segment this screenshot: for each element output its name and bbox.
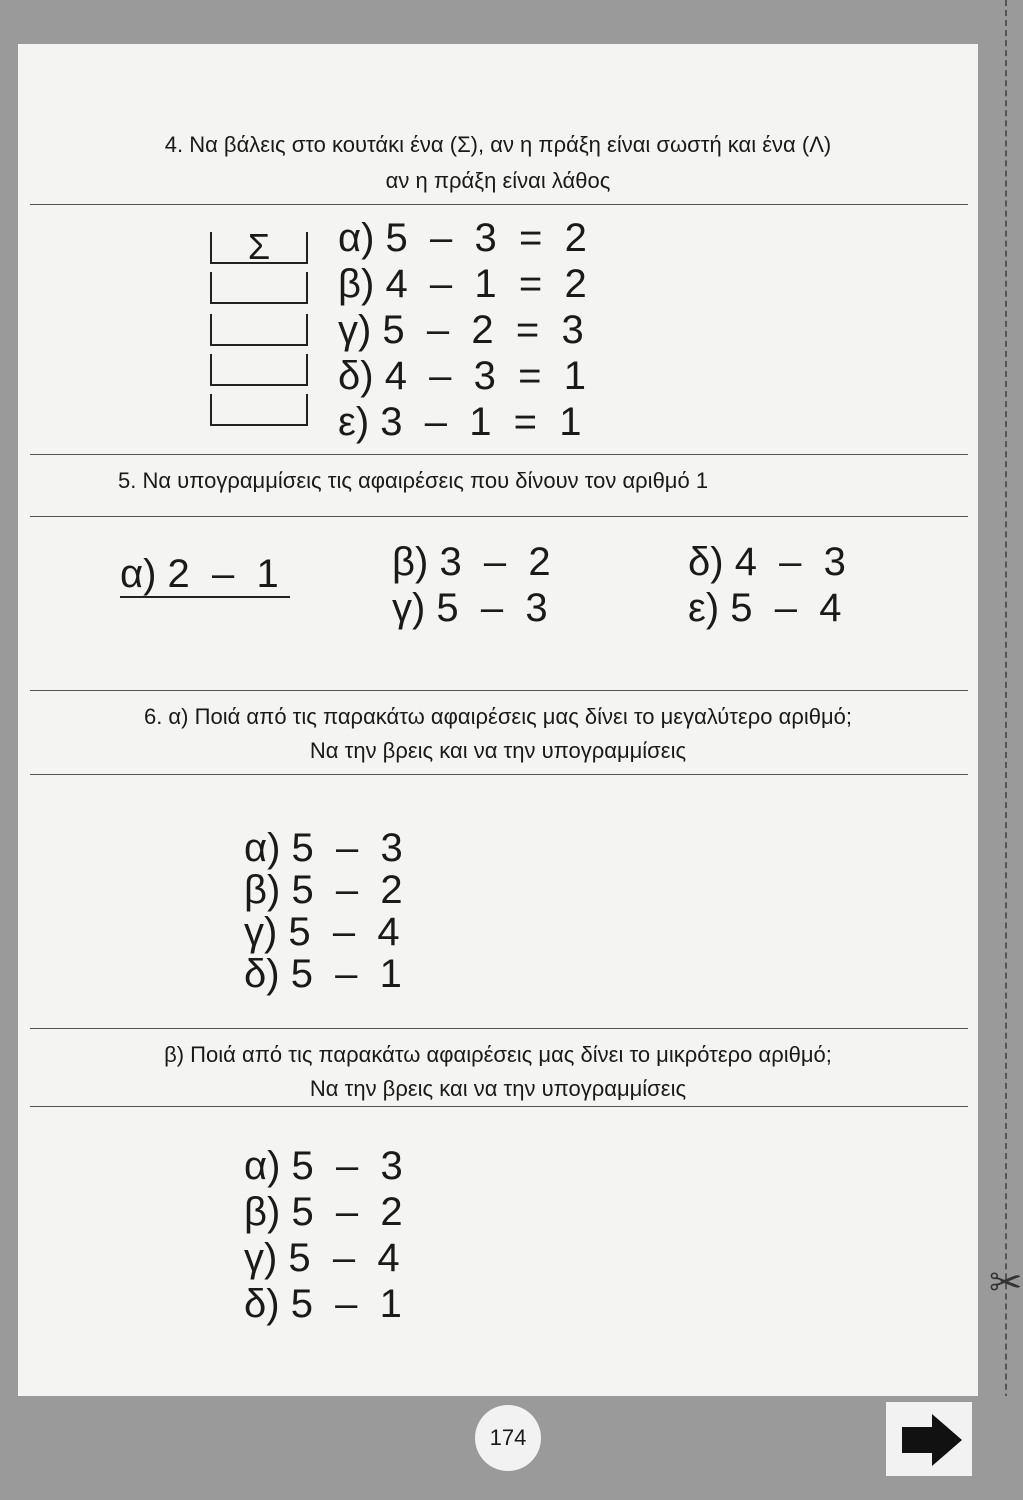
ex4-item-a: α) 5 – 3 = 2 (338, 216, 587, 260)
ex4-item-b: β) 4 – 1 = 2 (338, 262, 587, 306)
ex6a-item-a: α) 5 – 3 (244, 826, 403, 870)
ex5-item-c: γ) 5 – 3 (392, 586, 548, 630)
scissors-icon: ✂ (989, 1261, 1023, 1305)
answer-box-d[interactable] (210, 354, 308, 386)
answer-box-a[interactable]: Σ (210, 232, 308, 264)
ex4-item-e: ε) 3 – 1 = 1 (338, 400, 582, 444)
ex6a-instruction-line1: 6. α) Ποιά από τις παρακάτω αφαιρέσεις μας δίνει το μεγαλύτερο αριθμό; (143, 704, 853, 729)
ex6b-instruction-line2: Να την βρεις και να την υπογραμμίσεις (309, 1076, 687, 1101)
ex5-item-d: δ) 4 – 3 (688, 540, 846, 584)
divider (30, 454, 968, 455)
ex5-item-e: ε) 5 – 4 (688, 586, 842, 630)
arrow-right-icon (886, 1402, 972, 1476)
ex4-item-d: δ) 4 – 3 = 1 (338, 354, 586, 398)
divider (30, 1028, 968, 1029)
ex4-instruction-line2: αν η πράξη είναι λάθος (385, 168, 611, 193)
divider (30, 516, 968, 517)
next-page-button[interactable] (886, 1402, 972, 1476)
ex6a-item-d: δ) 5 – 1 (244, 952, 402, 996)
answer-box-c[interactable] (210, 314, 308, 346)
divider (30, 204, 968, 205)
ex6a-instruction-line2: Να την βρεις και να την υπογραμμίσεις (309, 738, 687, 763)
ex5-item-b: β) 3 – 2 (392, 540, 551, 584)
answer-box-b[interactable] (210, 272, 308, 304)
ex6b-item-a: α) 5 – 3 (244, 1144, 403, 1188)
ex6a-item-c: γ) 5 – 4 (244, 910, 400, 954)
ex6b-item-b: β) 5 – 2 (244, 1190, 403, 1234)
answer-box-e[interactable] (210, 394, 308, 426)
ex6b-instruction-line1: β) Ποιά από τις παρακάτω αφαιρέσεις μας δίνει το μικρότερο αριθμό; (164, 1042, 832, 1067)
divider (30, 774, 968, 775)
ex6a-item-b: β) 5 – 2 (244, 868, 403, 912)
ex5-item-a: α) 2 – 1 (120, 552, 290, 598)
divider (30, 690, 968, 691)
ex6b-item-c: γ) 5 – 4 (244, 1236, 400, 1280)
page-number: 174 (475, 1405, 541, 1471)
ex6b-item-d: δ) 5 – 1 (244, 1282, 402, 1326)
divider (30, 1106, 968, 1107)
ex4-item-c: γ) 5 – 2 = 3 (338, 308, 584, 352)
ex4-instruction-line1: 4. Να βάλεις στο κουτάκι ένα (Σ), αν η πράξη είναι σωστή και ένα (Λ) (164, 132, 832, 157)
worksheet-page (18, 44, 978, 1396)
ex5-instruction: 5. Να υπογραμμίσεις τις αφαιρέσεις που δίνουν τον αριθμό 1 (118, 468, 709, 493)
